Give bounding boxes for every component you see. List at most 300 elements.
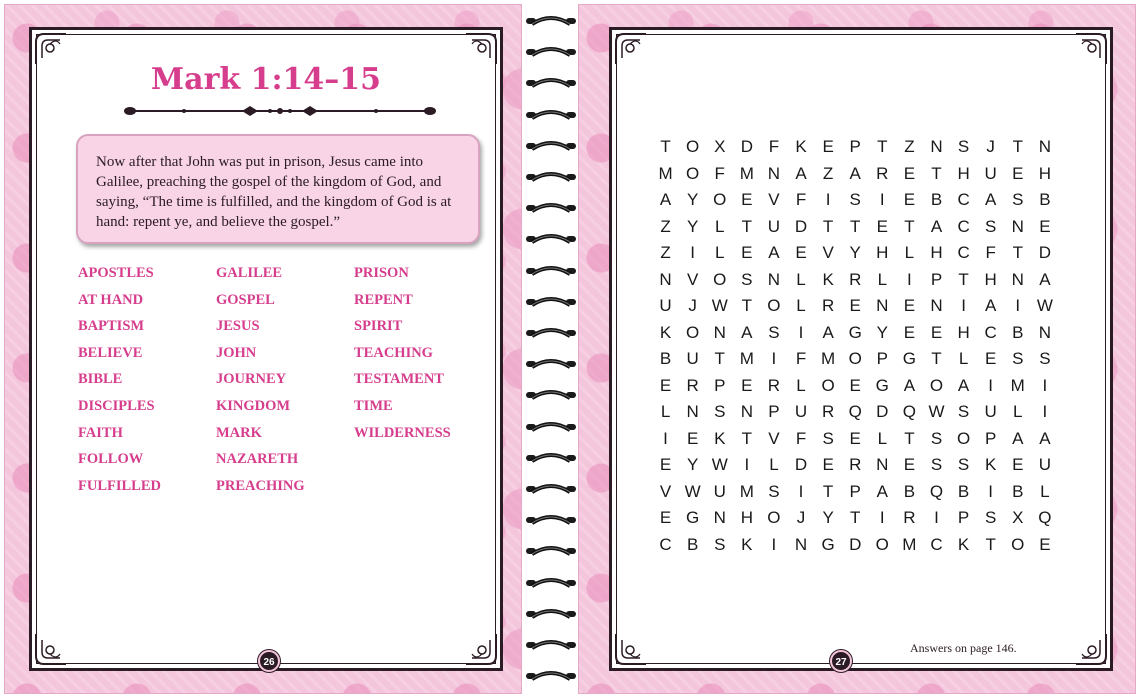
grid-letter: T	[660, 137, 671, 156]
grid-letter: T	[850, 508, 861, 527]
spiral-ring-icon	[524, 576, 578, 590]
grid-letter: X	[714, 137, 726, 156]
grid-letter: E	[849, 375, 861, 395]
grid-letter: U	[713, 481, 726, 501]
grid-letter: R	[849, 269, 862, 289]
grid-letter: E	[659, 455, 672, 474]
grid-letter: P	[849, 481, 861, 501]
grid-letter: J	[796, 508, 806, 527]
grid-letter: Y	[876, 322, 888, 342]
grid-letter: I	[798, 322, 804, 342]
right-page-panel	[609, 27, 1113, 671]
grid-letter: S	[1012, 190, 1024, 209]
grid-letter: C	[957, 243, 970, 262]
grid-letter: W	[684, 481, 701, 501]
grid-letter: U	[984, 402, 997, 421]
grid-letter: W	[711, 455, 728, 474]
grid-letter: A	[849, 163, 861, 183]
corner-ornament-icon	[614, 32, 648, 66]
grid-letter: S	[849, 190, 861, 209]
grid-letter: D	[794, 216, 808, 236]
spiral-ring-icon	[524, 108, 578, 122]
grid-letter: R	[767, 375, 781, 395]
grid-letter: K	[659, 322, 672, 342]
grid-letter: E	[686, 428, 699, 448]
corner-ornament-icon	[34, 632, 68, 666]
grid-letter: L	[796, 375, 806, 395]
grid-letter: O	[713, 269, 727, 289]
word-list-item: TESTAMENT	[354, 371, 444, 388]
grid-letter: O	[821, 375, 835, 395]
spiral-ring-icon	[524, 45, 578, 59]
grid-letter: N	[686, 402, 699, 421]
spiral-ring-icon	[524, 388, 578, 402]
grid-letter: L	[1040, 481, 1050, 501]
grid-letter: E	[903, 322, 916, 342]
grid-letter: K	[822, 269, 834, 289]
grid-letter: I	[798, 481, 804, 501]
grid-letter: K	[957, 534, 970, 554]
grid-letter: I	[961, 296, 966, 315]
grid-letter: E	[659, 375, 672, 395]
grid-letter: Y	[822, 508, 834, 527]
grid-letter: C	[957, 190, 970, 209]
grid-letter: Y	[686, 190, 699, 209]
grid-letter: U	[659, 296, 672, 315]
grid-letter: D	[849, 534, 862, 554]
grid-letter: M	[902, 534, 917, 554]
grid-letter: I	[690, 243, 695, 262]
grid-letter: E	[849, 428, 861, 448]
grid-letter: F	[795, 349, 807, 368]
grid-letter: S	[714, 534, 726, 554]
ornamental-divider-icon	[124, 104, 436, 118]
grid-letter: U	[794, 402, 808, 421]
word-list-item: AT HAND	[78, 291, 144, 308]
grid-letter: N	[767, 269, 781, 289]
grid-letter: D	[1038, 243, 1051, 262]
word-list-item: TIME	[354, 397, 393, 414]
grid-letter: H	[930, 243, 943, 262]
grid-letter: M	[739, 163, 754, 183]
grid-letter: Y	[686, 216, 699, 236]
word-list-item: TEACHING	[354, 344, 433, 361]
grid-letter: G	[848, 322, 862, 342]
grid-letter: Z	[660, 216, 671, 236]
grid-letter: G	[875, 375, 889, 395]
grid-letter: T	[850, 216, 861, 236]
spiral-ring-icon	[524, 232, 578, 246]
corner-ornament-icon	[1074, 32, 1108, 66]
word-list-item: GALILEE	[216, 265, 283, 281]
grid-letter: A	[1012, 428, 1024, 448]
grid-letter: Z	[822, 163, 834, 183]
word-list-item: DISCIPLES	[78, 397, 155, 414]
grid-letter: Z	[660, 243, 671, 262]
grid-letter: F	[768, 137, 780, 156]
grid-letter: A	[741, 322, 753, 342]
grid-letter: P	[849, 137, 861, 156]
grid-letter: E	[795, 243, 807, 262]
grid-letter: S	[1012, 349, 1024, 368]
grid-letter: Q	[1038, 508, 1052, 527]
grid-letter: S	[822, 428, 834, 448]
grid-letter: P	[930, 269, 943, 289]
grid-letter: L	[877, 428, 888, 448]
grid-letter: O	[686, 163, 700, 183]
grid-letter: B	[686, 534, 699, 554]
page-title: Mark 1:14–15	[150, 62, 382, 97]
grid-letter: Y	[849, 243, 861, 262]
word-list-item: JESUS	[216, 318, 260, 335]
corner-ornament-icon	[464, 32, 498, 66]
grid-letter: S	[957, 402, 970, 421]
corner-ornament-icon	[464, 632, 498, 666]
grid-letter: W	[711, 296, 728, 315]
grid-letter: V	[686, 269, 699, 289]
spiral-ring-icon	[524, 326, 578, 340]
word-list-item: REPENT	[354, 291, 413, 308]
grid-letter: N	[659, 269, 672, 289]
word-list-item: GOSPEL	[216, 291, 275, 308]
grid-letter: B	[1039, 190, 1051, 209]
grid-letter: E	[903, 163, 916, 183]
grid-letter: S	[768, 481, 780, 501]
grid-letter: B	[957, 481, 970, 501]
grid-letter: L	[958, 349, 969, 368]
grid-letter: K	[795, 137, 807, 156]
grid-letter: G	[821, 534, 835, 554]
grid-letter: R	[876, 163, 889, 183]
grid-letter: U	[984, 163, 997, 183]
grid-letter: L	[769, 455, 779, 474]
grid-letter: S	[714, 402, 726, 421]
grid-letter: T	[958, 269, 969, 289]
word-list-item: BELIEVE	[78, 344, 143, 361]
grid-letter: R	[849, 455, 862, 474]
grid-letter: P	[957, 508, 970, 527]
grid-letter: R	[821, 296, 835, 315]
grid-letter: U	[1038, 455, 1051, 474]
grid-letter: O	[956, 428, 971, 448]
grid-letter: J	[688, 296, 697, 315]
grid-letter: K	[714, 428, 726, 448]
grid-letter: E	[822, 455, 834, 474]
grid-letter: P	[876, 349, 888, 368]
spiral-ring-icon	[524, 669, 578, 683]
grid-letter: E	[876, 216, 888, 236]
grid-letter: N	[1011, 269, 1024, 289]
grid-letter: I	[1042, 402, 1048, 421]
word-list-item: PREACHING	[216, 477, 305, 494]
grid-letter: A	[930, 216, 943, 236]
grid-letter: A	[768, 243, 780, 262]
word-list-item: FAITH	[78, 424, 123, 441]
grid-letter: H	[957, 163, 970, 183]
grid-letter: T	[931, 163, 942, 183]
grid-letter: A	[985, 296, 997, 315]
grid-letter: T	[822, 481, 834, 501]
grid-letter: H	[740, 508, 753, 527]
grid-letter: S	[957, 137, 970, 156]
word-list-item: FOLLOW	[78, 451, 144, 468]
grid-letter: O	[767, 508, 781, 527]
grid-letter: N	[713, 508, 726, 527]
page-number-badge: 26	[258, 650, 280, 672]
word-list-column-2	[216, 260, 354, 499]
grid-letter: I	[934, 508, 939, 527]
corner-ornament-icon	[614, 632, 648, 666]
grid-letter: E	[741, 190, 753, 209]
grid-letter: A	[985, 190, 997, 209]
grid-letter: N	[930, 296, 943, 315]
grid-letter: L	[904, 243, 915, 262]
grid-letter: L	[660, 402, 671, 421]
grid-letter: C	[659, 534, 672, 554]
grid-letter: D	[794, 455, 808, 474]
grid-letter: H	[876, 243, 889, 262]
grid-letter: I	[825, 190, 831, 209]
grid-letter: N	[767, 163, 781, 183]
grid-letter: T	[877, 137, 888, 156]
grid-letter: B	[903, 481, 916, 501]
grid-letter: T	[741, 296, 753, 315]
grid-letter: P	[985, 428, 997, 448]
page-number-badge: 27	[830, 650, 852, 672]
grid-letter: N	[794, 534, 808, 554]
grid-letter: H	[984, 269, 997, 289]
grid-letter: D	[876, 402, 889, 421]
grid-letter: M	[739, 349, 754, 368]
grid-letter: N	[876, 455, 889, 474]
grid-letter: N	[740, 402, 753, 421]
grid-letter: V	[822, 243, 834, 262]
grid-letter: R	[686, 375, 699, 395]
word-list-item: KINGDOM	[216, 397, 291, 414]
grid-letter: P	[768, 402, 780, 421]
grid-letter: K	[741, 534, 753, 554]
grid-letter: A	[822, 322, 834, 342]
spiral-ring-icon	[524, 357, 578, 371]
grid-letter: G	[902, 349, 916, 368]
grid-letter: U	[767, 216, 781, 236]
grid-letter: N	[930, 137, 943, 156]
grid-letter: E	[1012, 455, 1024, 474]
grid-letter: E	[903, 296, 916, 315]
grid-letter: Q	[848, 402, 862, 421]
grid-letter: I	[663, 428, 668, 448]
grid-letter: O	[848, 349, 862, 368]
grid-letter: T	[931, 349, 942, 368]
grid-letter: Q	[929, 481, 944, 501]
grid-letter: E	[822, 137, 834, 156]
grid-letter: T	[985, 534, 996, 554]
word-list-item: FULFILLED	[78, 477, 161, 494]
grid-letter: E	[1039, 534, 1051, 554]
grid-letter: I	[1015, 296, 1021, 315]
grid-letter: P	[714, 375, 726, 395]
grid-letter: O	[929, 375, 944, 395]
grid-letter: S	[1039, 349, 1051, 368]
grid-letter: H	[1038, 163, 1051, 183]
scripture-verse-text: Now after that John was put in prison, Jesus came into Galilee, preaching the gospel of the kingdom of God, and saying, “The time is fulfilled, and the kingdom of God is at hand: repent ye, and believe the gospel.”	[96, 154, 452, 230]
grid-letter: O	[686, 322, 700, 342]
spiral-ring-icon	[524, 170, 578, 184]
grid-letter: I	[988, 375, 994, 395]
grid-letter: E	[1012, 163, 1024, 183]
grid-letter: N	[713, 322, 726, 342]
grid-letter: X	[1012, 508, 1024, 527]
spiral-ring-icon	[524, 451, 578, 465]
spiral-ring-icon	[524, 482, 578, 496]
grid-letter: A	[876, 481, 888, 501]
word-list-item: JOURNEY	[216, 371, 287, 388]
grid-letter: S	[957, 455, 970, 474]
grid-letter: O	[713, 190, 727, 209]
grid-letter: C	[957, 216, 970, 236]
grid-letter: L	[796, 296, 806, 315]
grid-letter: I	[1042, 375, 1048, 395]
word-list-column-1	[78, 260, 216, 499]
grid-letter: N	[1038, 137, 1051, 156]
grid-letter: G	[686, 508, 700, 527]
grid-letter: I	[744, 455, 750, 474]
grid-letter: T	[741, 216, 753, 236]
grid-letter: A	[957, 375, 970, 395]
grid-letter: J	[986, 137, 995, 156]
grid-letter: I	[879, 190, 885, 209]
spiral-ring-icon	[524, 139, 578, 153]
grid-letter: A	[659, 190, 672, 209]
grid-letter: B	[1012, 322, 1024, 342]
grid-letter: C	[930, 534, 943, 554]
grid-letter: L	[1013, 402, 1023, 421]
grid-letter: Q	[902, 402, 916, 421]
grid-letter: O	[1011, 534, 1025, 554]
grid-letter: E	[985, 349, 997, 368]
grid-letter: C	[984, 322, 997, 342]
grid-letter: V	[768, 428, 780, 448]
grid-letter: B	[930, 190, 943, 209]
grid-letter: W	[1036, 296, 1053, 315]
spiral-ring-icon	[524, 264, 578, 278]
grid-letter: F	[795, 190, 807, 209]
spiral-ring-icon	[524, 76, 578, 90]
grid-letter: B	[1012, 481, 1024, 501]
grid-letter: W	[928, 402, 945, 421]
grid-letter: B	[659, 349, 672, 368]
grid-letter: L	[796, 269, 806, 289]
grid-letter: E	[903, 455, 916, 474]
grid-letter: T	[904, 428, 915, 448]
word-list-item: MARK	[216, 424, 262, 441]
grid-letter: T	[741, 428, 753, 448]
grid-letter: O	[686, 137, 700, 156]
grid-letter: M	[658, 163, 673, 183]
grid-letter: Z	[904, 137, 915, 156]
left-page	[4, 4, 522, 694]
grid-letter: U	[686, 349, 699, 368]
grid-letter: I	[988, 481, 994, 501]
answers-note: Answers on page 146.	[910, 641, 1017, 655]
grid-letter: L	[877, 269, 888, 289]
grid-letter: E	[849, 296, 861, 315]
grid-letter: E	[903, 190, 916, 209]
word-list-item: NAZARETH	[216, 451, 299, 468]
word-list-item: BAPTISM	[78, 318, 145, 335]
grid-letter: T	[904, 216, 915, 236]
scripture-verse-box	[76, 134, 480, 244]
word-list	[78, 260, 498, 499]
word-list-item: APOSTLES	[78, 265, 154, 281]
grid-letter: T	[822, 216, 834, 236]
grid-letter: M	[1010, 375, 1025, 395]
grid-letter: M	[739, 481, 754, 501]
left-page-panel	[29, 27, 503, 671]
grid-letter: N	[1011, 216, 1024, 236]
grid-letter: I	[907, 269, 912, 289]
grid-letter: Y	[686, 455, 699, 474]
grid-letter: T	[1012, 137, 1023, 156]
grid-letter: H	[957, 322, 970, 342]
corner-ornament-icon	[1074, 632, 1108, 666]
grid-letter: V	[659, 481, 672, 501]
spiral-ring-icon	[524, 420, 578, 434]
grid-letter: A	[1039, 428, 1051, 448]
grid-letter: S	[930, 428, 943, 448]
word-list-item: JOHN	[216, 344, 257, 361]
right-page	[578, 4, 1136, 694]
grid-letter: I	[771, 349, 777, 368]
grid-letter: I	[879, 508, 885, 527]
spiral-ring-icon	[524, 295, 578, 309]
grid-letter: A	[1039, 269, 1051, 289]
spiral-ring-icon	[524, 607, 578, 621]
grid-letter: N	[876, 296, 889, 315]
grid-letter: F	[714, 163, 725, 183]
grid-letter: F	[795, 428, 807, 448]
grid-letter: A	[903, 375, 916, 395]
grid-letter: E	[1039, 216, 1051, 236]
word-search-grid	[652, 134, 1058, 558]
grid-letter: M	[821, 349, 836, 368]
grid-letter: O	[875, 534, 889, 554]
word-list-column-3	[354, 260, 492, 499]
grid-letter: I	[771, 534, 777, 554]
grid-letter: E	[930, 322, 943, 342]
corner-ornament-icon	[34, 32, 68, 66]
spiral-ring-icon	[524, 513, 578, 527]
grid-letter: S	[985, 216, 997, 236]
grid-letter: T	[714, 349, 725, 368]
grid-letter: S	[930, 455, 943, 474]
word-list-item: WILDERNESS	[354, 424, 451, 441]
word-list-item: PRISON	[354, 265, 409, 281]
grid-letter: O	[767, 296, 781, 315]
grid-letter: T	[1012, 243, 1023, 262]
spiral-ring-icon	[524, 544, 578, 558]
grid-letter: S	[768, 322, 780, 342]
grid-letter: S	[741, 269, 753, 289]
grid-letter: R	[821, 402, 835, 421]
grid-letter: K	[985, 455, 997, 474]
spiral-ring-icon	[524, 201, 578, 215]
grid-letter: A	[795, 163, 807, 183]
grid-letter: V	[768, 190, 780, 209]
word-list-item: BIBLE	[78, 371, 123, 388]
grid-letter: E	[659, 508, 672, 527]
grid-letter: R	[903, 508, 916, 527]
